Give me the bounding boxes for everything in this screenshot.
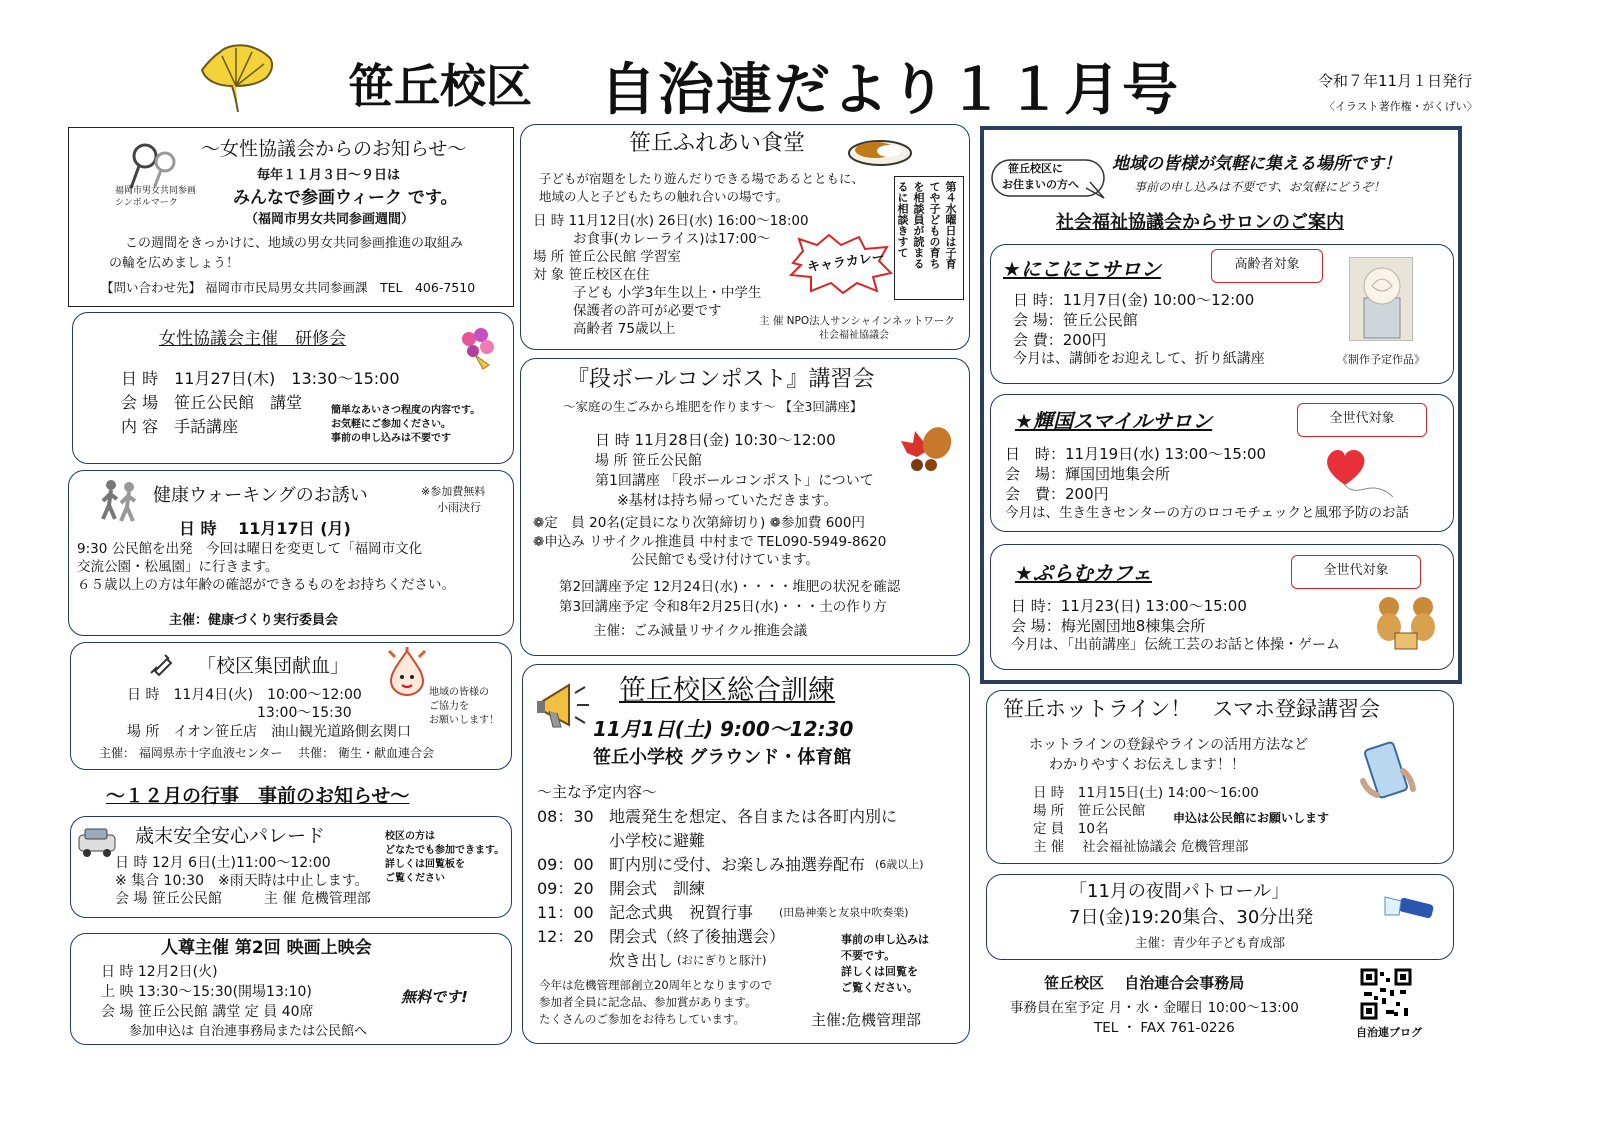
chara-curry-burst bbox=[789, 233, 893, 295]
curry-label: キャラカレー bbox=[806, 249, 886, 276]
movie-free: 無料です! bbox=[401, 988, 468, 1006]
autumn-leaves-icon bbox=[897, 423, 955, 473]
hotline-intro-1: ホットラインの登録やラインの活用方法など bbox=[1029, 737, 1309, 753]
blood-place: 場 所 イオン笹丘店 油山観光道路側玄関口 bbox=[127, 724, 412, 740]
blood-note-1: 地域の皆様の bbox=[429, 687, 489, 698]
drill-host: 主催:危機管理部 bbox=[811, 1011, 922, 1029]
women-council-body-2: の輪を広めましょう！ bbox=[109, 256, 240, 271]
logo-caption-2: シンボルマーク bbox=[115, 198, 178, 208]
drill-note-2: 不要です。 bbox=[841, 949, 896, 962]
page-title: 自治連だより１１月号 bbox=[600, 58, 1180, 123]
walking-note-1: ※参加費無料 bbox=[421, 485, 486, 498]
blood-note-2: ご協力を bbox=[429, 701, 469, 712]
walking-title: 健康ウォーキングのお誘い bbox=[153, 485, 368, 506]
compost-title: 『段ボールコンポスト』講習会 bbox=[567, 367, 875, 392]
cafeteria-host-1: 主 催 NPO法人サンシャインネットワーク bbox=[759, 315, 955, 327]
hotline-box bbox=[986, 690, 1454, 864]
hotline-apply: 申込は公民館にお願いします bbox=[1173, 811, 1330, 825]
flower-bouquet-icon bbox=[455, 325, 501, 371]
salon-smile-box bbox=[990, 394, 1454, 532]
salon-1-name: ★にこにこサロン bbox=[1003, 257, 1161, 281]
qr-code-icon[interactable] bbox=[1360, 968, 1412, 1020]
patrol-box bbox=[986, 874, 1454, 960]
patrol-host: 主催：青少年子ども育成部 bbox=[1135, 935, 1286, 950]
walking-people-icon bbox=[97, 479, 141, 523]
salon-3-date: 日 時：11月23(日) 13:00～15:00 bbox=[1011, 597, 1247, 615]
salon-1-tag: 高齢者対象 bbox=[1211, 249, 1323, 283]
schedule-text-4: 開会式 訓練 bbox=[609, 879, 706, 898]
movie-date: 日 時 12月2日(火) bbox=[101, 964, 218, 980]
walking-box bbox=[68, 470, 514, 636]
salon-2-note: 今月は、生き生きセンターの方のロコモチェックと風邪予防のお話 bbox=[1005, 505, 1410, 521]
salon-speech-bubble bbox=[990, 158, 1106, 202]
syringe-icon bbox=[147, 651, 173, 677]
salon-2-name: ★輝国スマイルサロン bbox=[1015, 409, 1213, 433]
cafeteria-intro-1: 子どもが宿題をしたり遊んだりできる場であるとともに、 bbox=[539, 171, 865, 186]
smartphone-icon bbox=[1357, 741, 1419, 803]
movie-show: 上 映 13:30～15:30(開場13:10) bbox=[101, 984, 312, 1000]
movie-place: 会 場 笹丘公民館 講堂 定 員 40席 bbox=[101, 1004, 314, 1020]
patrol-time: 7日(金)19:20集合、30分出発 bbox=[1069, 907, 1314, 928]
blood-note-3: お願いします！ bbox=[429, 715, 499, 726]
salon-1-fee: 会 費：200円 bbox=[1013, 331, 1107, 349]
women-council-notice bbox=[68, 127, 514, 307]
drill-note-4: ご覧ください。 bbox=[841, 981, 918, 994]
drill-footer-2: 参加者全員に記念品、参加賞があります。 bbox=[539, 995, 757, 1009]
walking-date: 日 時 11月17日 (月) bbox=[179, 519, 351, 538]
walking-body-1: 9:30 公民館を出発 今回は曜日を変更して「福岡市文化 bbox=[77, 541, 423, 557]
reading-notice-vertical bbox=[894, 176, 964, 300]
training-note-3: 事前の申し込みは不要です bbox=[331, 433, 451, 444]
schedule-time-6: 12：20 bbox=[537, 927, 594, 946]
parade-title: 歳末安全安心パレード bbox=[135, 825, 326, 847]
schedule-text-1: 地震発生を想定、各自または各町内別に bbox=[609, 807, 898, 826]
illustration-credit: 〈イラスト著作権・がくげい〉 bbox=[1324, 100, 1478, 113]
bubble-line-2: お住まいの方へ bbox=[1002, 178, 1079, 191]
schedule-note-7: (おにぎりと豚汁) bbox=[677, 953, 767, 967]
drill-note-1: 事前の申し込みは bbox=[841, 933, 929, 946]
december-heading: ～１２月の行事 事前のお知らせ～ bbox=[106, 785, 410, 807]
office-hours: 事務員在室予定 月・水・金曜日 10:00～13:00 bbox=[1010, 1000, 1299, 1016]
women-council-body-1: この週間をきっかけに、地域の男女共同参画推進の取組み bbox=[125, 236, 464, 251]
schedule-text-2: 小学校に避難 bbox=[609, 831, 706, 850]
cafeteria-host-2: 社会福祉協議会 bbox=[819, 330, 889, 341]
office-tel: TEL ・ FAX 761-0226 bbox=[1094, 1020, 1235, 1036]
vertical-col-1: 第４水曜日は子育 bbox=[944, 181, 957, 269]
salon-3-name: ★ぷらむカフェ bbox=[1015, 561, 1152, 585]
hotline-intro-2: わかりやすくお伝えします！！ bbox=[1049, 757, 1245, 773]
compost-lecture-1-note: ※基材は持ち帰っていただきます。 bbox=[617, 493, 838, 509]
drill-venue: 笹丘小学校 グラウンド・体育館 bbox=[593, 747, 852, 768]
cafeteria-target: 対 象 笹丘校区在住 bbox=[533, 267, 650, 283]
page-title-left: 笹丘校区 bbox=[348, 59, 532, 113]
hotline-date: 日 時 11月15日(土) 14:00～16:00 bbox=[1033, 785, 1259, 801]
salon-2-date: 日 時：11月19日(水) 13:00～15:00 bbox=[1005, 445, 1267, 463]
blood-host: 主催： 福岡県赤十字血液センター 共催： 衛生・献血連合会 bbox=[99, 746, 434, 760]
bubble-line-1: 笹丘校区に bbox=[1008, 162, 1063, 175]
compost-lecture-1: 第1回講座 「段ボールコンポスト」について bbox=[595, 473, 874, 489]
hotline-capacity: 定 員 10名 bbox=[1033, 821, 1109, 837]
cafeteria-target-4: 高齢者 75歳以上 bbox=[573, 321, 676, 337]
compost-subtitle: ～家庭の生ごみから堆肥を作ります～ 【全3回講座】 bbox=[563, 399, 863, 414]
origami-rose-photo bbox=[1349, 257, 1413, 341]
vertical-col-2: てや子どもの育ち bbox=[928, 181, 941, 269]
ginkgo-leaf-icon bbox=[198, 42, 276, 114]
blood-drop-mascot-icon bbox=[383, 647, 431, 697]
schedule-time-4: 09：20 bbox=[537, 879, 594, 898]
megaphone-icon bbox=[533, 677, 593, 737]
schedule-time-3: 09：00 bbox=[537, 855, 594, 874]
training-date: 日 時 11月27日(木) 13:30～15:00 bbox=[121, 369, 400, 388]
walking-host: 主催：健康づくり実行委員会 bbox=[169, 613, 339, 628]
schedule-note-3: (6歳以上) bbox=[875, 858, 924, 871]
week-line-2: みんなで参画ウィーク です。 bbox=[233, 188, 458, 208]
curry-plate-icon bbox=[847, 131, 913, 167]
salon-2-fee: 会 費：200円 bbox=[1005, 485, 1109, 503]
parade-note-4: ご覧ください bbox=[385, 873, 445, 884]
schedule-text-6: 閉会式（終了後抽選会） bbox=[609, 927, 786, 946]
drill-note-3: 詳しくは回覧を bbox=[841, 965, 918, 978]
hotline-host: 主 催 社会福祉協議会 危機管理部 bbox=[1033, 839, 1249, 855]
salon-headline: 地域の皆様が気軽に集える場所です！ bbox=[1112, 154, 1401, 174]
drill-footer-3: たくさんのご参加をお待ちしています。 bbox=[539, 1012, 746, 1026]
parade-place: 会 場 笹丘公民館 主 催 危機管理部 bbox=[115, 891, 371, 907]
patrol-title: 「11月の夜間パトロール」 bbox=[1069, 881, 1290, 902]
blood-date: 日 時 11月4日(火) 10:00～12:00 bbox=[127, 687, 362, 703]
office-title: 笹丘校区 自治連合会事務局 bbox=[1044, 974, 1245, 992]
parade-date: 日 時 12月 6日(土)11:00～12:00 bbox=[115, 855, 331, 871]
parade-note-2: どなたでも参加できます。 bbox=[385, 845, 505, 856]
qr-label: 自治連ブログ bbox=[1356, 1026, 1422, 1039]
salon-3-tag: 全世代対象 bbox=[1291, 555, 1421, 589]
parade-box bbox=[70, 816, 512, 918]
salon-frame bbox=[980, 126, 1462, 684]
movie-title: 人尊主催 第2回 映画上映会 bbox=[161, 938, 372, 958]
training-content: 内 容 手話講座 bbox=[121, 417, 239, 436]
compost-box bbox=[520, 358, 970, 656]
parade-note-3: 詳しくは回覧板を bbox=[385, 859, 465, 870]
salon-1-caption: 《制作予定作品》 bbox=[1337, 353, 1425, 366]
compost-place: 場 所 笹丘公民館 bbox=[595, 453, 702, 469]
movie-box bbox=[70, 933, 512, 1045]
salon-3-place: 会 場：梅光園団地8棟集会所 bbox=[1011, 617, 1206, 635]
salon-2-tag: 全世代対象 bbox=[1297, 403, 1427, 437]
schedule-text-3: 町内別に受付、お楽しみ抽選券配布 bbox=[609, 855, 866, 874]
salon-1-place: 会 場：笹丘公民館 bbox=[1013, 311, 1138, 329]
compost-lecture-2: 第2回講座予定 12月24日(水)・・・・堆肥の状況を確認 bbox=[559, 579, 901, 595]
patrol-car-icon bbox=[77, 823, 117, 859]
salon-title: 社会福祉協議会からサロンのご案内 bbox=[1056, 212, 1344, 233]
compost-apply-2: 公民館でも受け付けています。 bbox=[631, 552, 819, 568]
schedule-time-5: 11：00 bbox=[537, 903, 594, 922]
cafeteria-title: 笹丘ふれあい食堂 bbox=[629, 131, 806, 156]
cafeteria-target-3: 保護者の許可が必要です bbox=[573, 303, 722, 319]
compost-capacity: ❁定 員 20名(定員になり次第締切り) ❁参加費 600円 bbox=[533, 515, 865, 531]
cafeteria-date: 日 時 11月12日(水) 26日(水) 16:00～18:00 bbox=[533, 213, 809, 229]
compost-lecture-3: 第3回講座予定 令和8年2月25日(水)・・・土の作り方 bbox=[559, 599, 887, 615]
week-line-1: 毎年１１月３日～９日は bbox=[257, 168, 401, 183]
training-note-2: お気軽にご参加ください。 bbox=[331, 419, 451, 430]
issue-date: 令和７年11月１日発行 bbox=[1318, 72, 1473, 90]
compost-date: 日 時 11月28日(金) 10:30～12:00 bbox=[595, 431, 836, 449]
heart-balloon-icon bbox=[1321, 445, 1395, 499]
salon-niconico-box bbox=[990, 244, 1454, 384]
schedule-time-1: 08：30 bbox=[537, 807, 594, 826]
vertical-col-3: を相談員が読まる bbox=[912, 181, 925, 269]
movie-apply: 参加申込は 自治連事務局または公民館へ bbox=[129, 1024, 368, 1039]
blood-drive-box bbox=[70, 642, 512, 770]
drill-date: 11月1日(土) 9:00～12:30 bbox=[593, 717, 854, 741]
training-title: 女性協議会主催 研修会 bbox=[159, 329, 346, 349]
walking-body-2: 交流公園・松風園」に行きます。 bbox=[77, 559, 279, 575]
salon-1-note: 今月は、講師をお迎えして、折り紙講座 bbox=[1013, 351, 1265, 367]
hotline-title: 笹丘ホットライン！ スマホ登録講習会 bbox=[1003, 697, 1380, 721]
cafeteria-intro-2: 地域の人と子どもたちの触れ合いの場です。 bbox=[539, 189, 789, 204]
compost-host: 主催：ごみ減量リサイクル推進会議 bbox=[593, 623, 808, 639]
cafeteria-place: 場 所 笹丘公民館 学習室 bbox=[533, 249, 681, 265]
vertical-col-4: るに相談きすて bbox=[896, 181, 909, 258]
compost-apply: ❁申込み リサイクル推進員 中村まで TEL090-5949-8620 bbox=[533, 534, 887, 550]
salon-2-place: 会 場：輝国団地集会所 bbox=[1005, 465, 1171, 483]
drill-title: 笹丘校区総合訓練 bbox=[619, 675, 835, 706]
salon-1-date: 日 時：11月7日(金) 10:00～12:00 bbox=[1013, 291, 1255, 309]
training-session-box bbox=[72, 312, 514, 464]
logo-caption-1: 福岡市男女共同参画 bbox=[115, 186, 197, 196]
animals-tea-party-icon bbox=[1371, 593, 1441, 651]
women-council-title: ～女性協議会からのお知らせ～ bbox=[201, 138, 467, 160]
salon-subheadline: 事前の申し込みは不要です、お気軽にどうぞ！ bbox=[1134, 180, 1386, 194]
schedule-text-7: 炊き出し bbox=[609, 951, 674, 970]
parade-note-1: 校区の方は bbox=[385, 831, 435, 842]
hotline-place: 場 所 笹丘公民館 bbox=[1033, 803, 1146, 819]
cafeteria-meal: お食事(カレーライス)は17:00～ bbox=[573, 231, 771, 247]
drill-footer-1: 今年は危機管理部創立20周年となりますので bbox=[539, 978, 773, 992]
week-line-3: （福岡市男女共同参画週間） bbox=[245, 212, 415, 227]
women-council-contact: 【問い合わせ先】 福岡市市民局男女共同参画課 TEL 406-7510 bbox=[101, 280, 476, 295]
schedule-note-5: (田島神楽と友泉中吹奏楽) bbox=[779, 906, 909, 919]
salon-plum-cafe-box bbox=[990, 544, 1454, 670]
drill-heading: ～主な予定内容～ bbox=[537, 783, 658, 801]
flashlight-icon bbox=[1383, 893, 1435, 923]
training-place: 会 場 笹丘公民館 講堂 bbox=[121, 393, 303, 412]
schedule-text-5: 記念式典 祝賀行事 bbox=[609, 903, 754, 922]
drill-box bbox=[522, 664, 970, 1044]
gender-equality-logo bbox=[121, 138, 185, 190]
training-note-1: 簡単なあいさつ程度の内容です。 bbox=[331, 405, 481, 416]
blood-time-2: 13:00～15:30 bbox=[257, 705, 352, 721]
cafeteria-target-2: 子ども 小学3年生以上・中学生 bbox=[573, 285, 762, 301]
parade-gather: ※ 集合 10:30 ※雨天時は中止します。 bbox=[115, 873, 369, 889]
walking-note-2: 小雨決行 bbox=[437, 501, 481, 514]
salon-3-note: 今月は、「出前講座」伝統工芸のお話と体操・ゲーム bbox=[1011, 637, 1340, 653]
blood-title: 「校区集団献血」 bbox=[197, 655, 350, 677]
walking-body-3: ６５歳以上の方は年齢の確認ができるものをお持ちください。 bbox=[77, 577, 455, 593]
